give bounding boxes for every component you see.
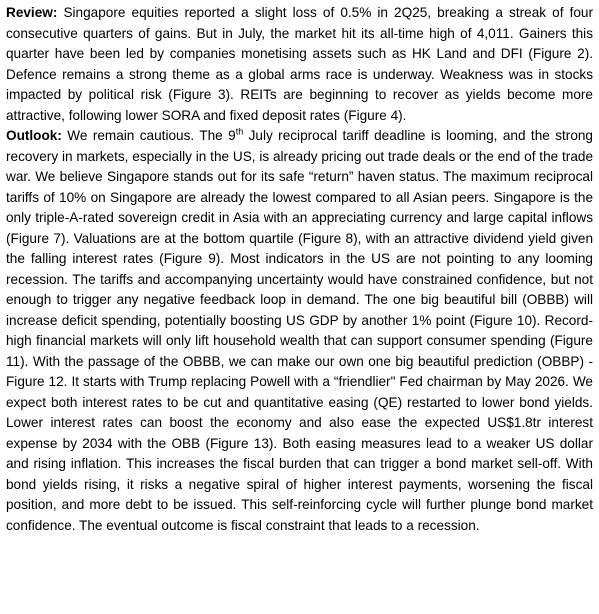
outlook-paragraph (6, 126, 593, 536)
review-paragraph (6, 3, 593, 126)
review-heading: Review: (6, 5, 58, 20)
review-text: Singapore equities reported a slight loss of 0.5% in 2Q25, breaking a streak of four consecutive quarters of gains. But in July, the market hit its all-time high of 4,011. Gainers this quarter have been led by companies monetising assets such as HK Land and DFI (Figure 2). Defence remains a strong theme as a global arms race is underway. Weakness was in stocks impacted by political risk (Figure 3). REITs are beginning to recover as yields become more attractive, following lower SORA and fixed deposit rates (Figure 4). (6, 5, 593, 123)
outlook-text-start: We remain cautious. The 9 (61, 128, 236, 143)
outlook-text-rest: July reciprocal tariff deadline is looming, and the strong recovery in markets, especially in the US, is already pricing out trade deals or the end of the trade war. We believe Singapore stands out for its safe “return” haven status. The maximum reciprocal tariffs of 10% on Singapore are already the lowest compared to all Asian peers. Singapore is the only triple-A-rated sovereign credit in Asia with an appreciating currency and large capital inflows (Figure 7). Valuations are at the bottom quartile (Figure 8), with an attractive dividend yield given the falling interest rates (Figure 9). Most indicators in the US are not pointing to any looming recession. The tariffs and accompanying uncertainty would have constrained confidence, but not enough to trigger any negative feedback loop in demand. The one big beautiful bill (OBBB) will increase deficit spending, potentially boosting US GDP by another 1% point (Figure 10). Record-high financial markets will only lift household wealth that can support consumer spending (Figure 11). With the passage of the OBBB, we can make our own one big beautiful prediction (OBBP) - Figure 12. It starts with Trump replacing Powell with a “friendlier" Fed chairman by May 2026. We expect both interest rates to be cut and quantitative easing (QE) restarted to lower bond yields. Lower interest rates can boost the economy and also ease the expected US$1.8tr interest expense by 2034 with the OBB (Figure 13). Both easing measures lead to a weaker US dollar and rising inflation. This increases the fiscal burden that can trigger a bond market sell-off. With bond yields rising, it risks a negative spiral of higher interest payments, worsening the fiscal position, and more debt to be issued. This self-reinforcing cycle will further plunge bond market confidence. The eventual outcome is fiscal constraint that leads to a recession. (6, 128, 593, 533)
outlook-heading: Outlook: (6, 128, 62, 143)
ordinal-superscript: th (235, 126, 244, 137)
